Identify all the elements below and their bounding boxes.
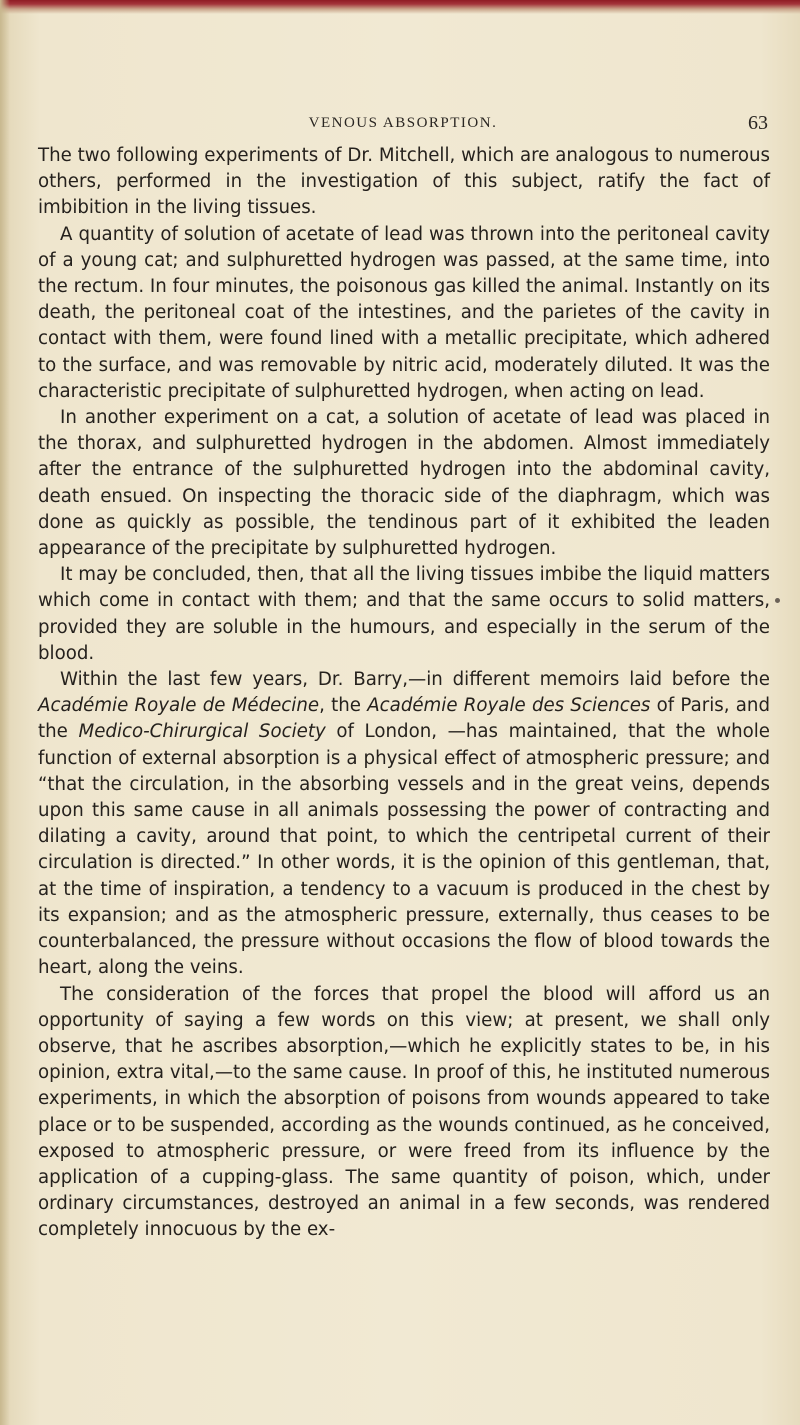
- paragraph-3: In another experiment on a cat, a solution of acetate of lead was placed in the thorax, and sulphuretted hydrogen in the abdomen. Almost immediately after the entrance of the sulphuretted hydrogen into the abdominal cavity, death ensued. On inspecting the thoracic side of the diaphragm, which was done as quickly as possible, the tendinous part of it exhibited the leaden appearance of the precipitate by sulphuretted hydrogen.: [38, 407, 770, 560]
- academie-medecine-italic: Académie Royale de Médecine: [38, 695, 320, 717]
- running-head: [38, 112, 768, 138]
- paragraph-5-text-4: of London, —has maintained, that the whole function of external absorption is a physical effect of atmospheric pressure; and “that the circulation, in the absorbing vessels and in the great veins, depends upon this same cause in all animals possessing the power of contracting and dilating a cavity, around that point, to which the centripetal current of their circulation is directed.” In other words, it is the opinion of this gentleman, that, at the time of inspiration, a tendency to a vacuum is produced in the chest by its expansion; and as the atmospheric pressure, externally, thus ceases to be counterbalanced, the pressure without occasions the flow of blood towards the heart, along the veins.: [38, 721, 770, 979]
- paragraph-6: The consideration of the forces that propel the blood will afford us an opportunity of saying a few words on this view; at present, we shall only observe, that he ascribes absorption,—which he explicitly states to be, in his opinion, extra vital,—to the same cause. In proof of this, he instituted numerous experiments, in which the absorption of poisons from wounds appeared to take place or to be suspended, according as the wounds continued, as he conceived, exposed to atmospheric pressure, or were freed from its influence by the application of a cupping-glass. The same quantity of poison, which, under ordinary circumstances, destroyed an animal in a few seconds, was rendered completely innocuous by the ex-: [38, 983, 770, 1241]
- medico-chirurgical-italic: Medico-Chirurgical Society: [78, 721, 326, 743]
- paragraph-2: A quantity of solution of acetate of lead was thrown into the peritoneal cavity of a young cat; and sulphuretted hydrogen was passed, at the same time, into the rectum. In four minutes, the poisonous gas killed the animal. Instantly on its death, the peritoneal coat of the intestines, and the parietes of the cavity in contact with them, were found lined with a metallic precipitate, which adhered to the surface, and was removable by nitric acid, moderately diluted. It was the characteristic precipitate of sulphuretted hydrogen, when acting on lead.: [38, 223, 770, 402]
- running-title: VENOUS ABSORPTION.: [308, 115, 498, 131]
- paragraph-5-text-2: , the: [319, 695, 368, 717]
- binding-shadow: [0, 0, 10, 1425]
- page-number: 63: [748, 112, 768, 134]
- paragraph-5: [38, 667, 770, 981]
- ink-speck: [775, 598, 780, 603]
- paragraph-4: It may be concluded, then, that all the living tissues imbibe the liquid matters which come in contact with them; and that the same occurs to solid matters, provided they are soluble in the humours, and especially in the serum of the blood.: [38, 564, 770, 664]
- page-top-edge: [0, 0, 800, 14]
- paragraph-5-text-1: Within the last few years, Dr. Barry,—in different memoirs laid before the: [60, 669, 770, 691]
- paragraph-1: The two following experiments of Dr. Mitchell, which are analogous to numerous others, performed in the investigation of this subject, ratify the fact of imbibition in the living tissues.: [38, 145, 770, 219]
- paragraph-5-text-3: of Paris, and the: [38, 695, 770, 743]
- body-text: [38, 143, 770, 1244]
- academie-sciences-italic: Académie Royale des Sciences: [367, 695, 651, 717]
